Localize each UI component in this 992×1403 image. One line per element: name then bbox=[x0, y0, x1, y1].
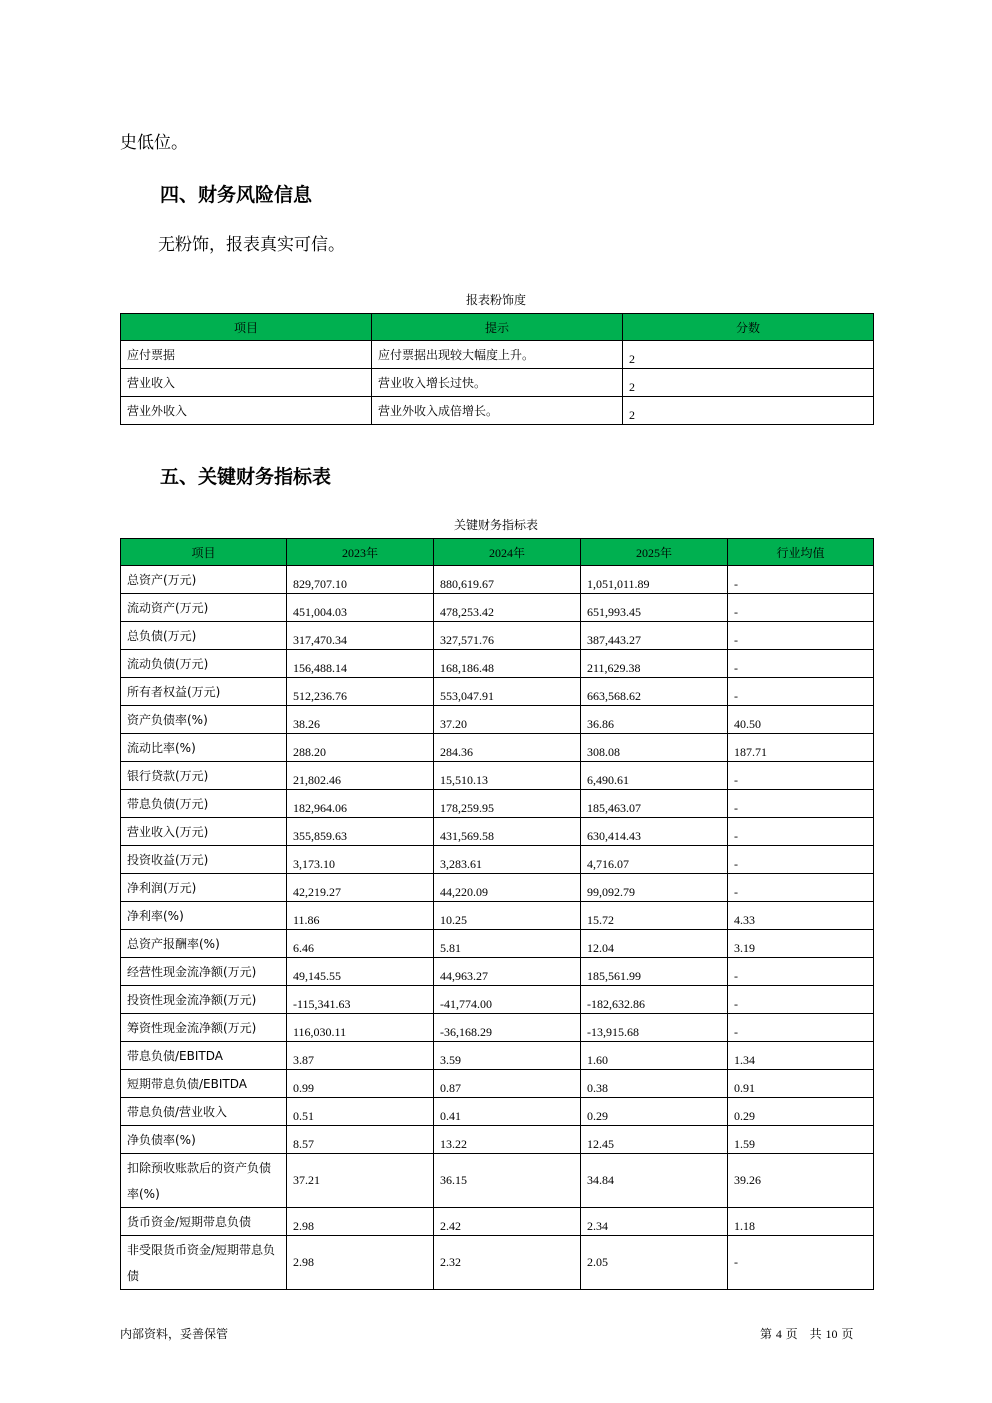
table1-cell: 2 bbox=[623, 341, 874, 369]
value-cell: 553,047.91 bbox=[434, 678, 581, 706]
row-label: 非受限货币资金/短期带息负债 bbox=[121, 1236, 287, 1290]
table-row bbox=[121, 1098, 874, 1126]
value-cell: 5.81 bbox=[434, 930, 581, 958]
table1-cell: 应付票据 bbox=[121, 341, 372, 369]
value-cell: 829,707.10 bbox=[287, 566, 434, 594]
row-label: 经营性现金流净额(万元) bbox=[121, 958, 287, 986]
row-label: 短期带息负债/EBITDA bbox=[121, 1070, 287, 1098]
value-cell: 512,236.76 bbox=[287, 678, 434, 706]
section4-text: 无粉饰，报表真实可信。 bbox=[158, 235, 345, 255]
table-row bbox=[121, 762, 874, 790]
table-row bbox=[121, 397, 874, 425]
row-label: 带息负债(万元) bbox=[121, 790, 287, 818]
key-financial-table bbox=[120, 538, 874, 1290]
value-cell: 387,443.27 bbox=[581, 622, 728, 650]
row-label: 带息负债/EBITDA bbox=[121, 1042, 287, 1070]
table-row bbox=[121, 1126, 874, 1154]
table-row bbox=[121, 930, 874, 958]
value-cell: 49,145.55 bbox=[287, 958, 434, 986]
value-cell: 168,186.48 bbox=[434, 650, 581, 678]
footer-confidential: 内部资料，妥善保管 bbox=[120, 1327, 229, 1341]
table2-header-row bbox=[121, 539, 874, 566]
row-label: 货币资金/短期带息负债 bbox=[121, 1208, 287, 1236]
table1-header: 分数 bbox=[623, 314, 874, 341]
row-label: 流动比率(%) bbox=[121, 734, 287, 762]
table-row bbox=[121, 706, 874, 734]
value-cell: 0.51 bbox=[287, 1098, 434, 1126]
table-row bbox=[121, 566, 874, 594]
value-cell: 355,859.63 bbox=[287, 818, 434, 846]
footer-page-number bbox=[760, 1325, 853, 1342]
value-cell: - bbox=[728, 874, 874, 902]
table1-header: 提示 bbox=[372, 314, 623, 341]
value-cell: -182,632.86 bbox=[581, 986, 728, 1014]
value-cell: 185,561.99 bbox=[581, 958, 728, 986]
row-label: 投资性现金流净额(万元) bbox=[121, 986, 287, 1014]
table1-cell: 2 bbox=[623, 369, 874, 397]
value-cell: 182,964.06 bbox=[287, 790, 434, 818]
value-cell: 4,716.07 bbox=[581, 846, 728, 874]
value-cell: 3.59 bbox=[434, 1042, 581, 1070]
table-row bbox=[121, 341, 874, 369]
table-row bbox=[121, 958, 874, 986]
page-mid: 页 共 bbox=[785, 1327, 822, 1341]
value-cell: 2.32 bbox=[434, 1236, 581, 1290]
row-label: 净负债率(%) bbox=[121, 1126, 287, 1154]
value-cell: 13.22 bbox=[434, 1126, 581, 1154]
table2-header: 项目 bbox=[121, 539, 287, 566]
value-cell: 2.98 bbox=[287, 1208, 434, 1236]
value-cell: - bbox=[728, 986, 874, 1014]
value-cell: 2.42 bbox=[434, 1208, 581, 1236]
table-row bbox=[121, 1070, 874, 1098]
value-cell: 317,470.34 bbox=[287, 622, 434, 650]
value-cell: 187.71 bbox=[728, 734, 874, 762]
page-total: 10 bbox=[825, 1327, 838, 1341]
table2-header: 2023年 bbox=[287, 539, 434, 566]
value-cell: 6.46 bbox=[287, 930, 434, 958]
value-cell: -41,774.00 bbox=[434, 986, 581, 1014]
value-cell: - bbox=[728, 566, 874, 594]
value-cell: 451,004.03 bbox=[287, 594, 434, 622]
value-cell: 12.45 bbox=[581, 1126, 728, 1154]
value-cell: 327,571.76 bbox=[434, 622, 581, 650]
value-cell: 37.20 bbox=[434, 706, 581, 734]
table-row bbox=[121, 818, 874, 846]
value-cell: 3.19 bbox=[728, 930, 874, 958]
table1-cell: 营业收入 bbox=[121, 369, 372, 397]
value-cell: - bbox=[728, 1236, 874, 1290]
value-cell: 4.33 bbox=[728, 902, 874, 930]
value-cell: 630,414.43 bbox=[581, 818, 728, 846]
page-prefix: 第 bbox=[760, 1327, 773, 1341]
table-row bbox=[121, 734, 874, 762]
value-cell: 36.86 bbox=[581, 706, 728, 734]
value-cell: 0.38 bbox=[581, 1070, 728, 1098]
value-cell: 2.34 bbox=[581, 1208, 728, 1236]
value-cell: 1.18 bbox=[728, 1208, 874, 1236]
value-cell: 8.57 bbox=[287, 1126, 434, 1154]
value-cell: - bbox=[728, 818, 874, 846]
table1-cell: 2 bbox=[623, 397, 874, 425]
row-label: 流动负债(万元) bbox=[121, 650, 287, 678]
value-cell: 11.86 bbox=[287, 902, 434, 930]
value-cell: 308.08 bbox=[581, 734, 728, 762]
table-row bbox=[121, 594, 874, 622]
row-label: 投资收益(万元) bbox=[121, 846, 287, 874]
table-row bbox=[121, 1208, 874, 1236]
row-label: 营业收入(万元) bbox=[121, 818, 287, 846]
table1-caption: 报表粉饰度 bbox=[465, 293, 526, 307]
row-label: 总负债(万元) bbox=[121, 622, 287, 650]
table-row bbox=[121, 1154, 874, 1208]
value-cell: 34.84 bbox=[581, 1154, 728, 1208]
row-label: 净利率(%) bbox=[121, 902, 287, 930]
value-cell: 0.41 bbox=[434, 1098, 581, 1126]
value-cell: 284.36 bbox=[434, 734, 581, 762]
table1-header-row bbox=[121, 314, 874, 341]
value-cell: 36.15 bbox=[434, 1154, 581, 1208]
value-cell: -36,168.29 bbox=[434, 1014, 581, 1042]
table-row bbox=[121, 678, 874, 706]
page-suffix: 页 bbox=[841, 1327, 854, 1341]
value-cell: 651,993.45 bbox=[581, 594, 728, 622]
value-cell: 6,490.61 bbox=[581, 762, 728, 790]
value-cell: 185,463.07 bbox=[581, 790, 728, 818]
row-label: 带息负债/营业收入 bbox=[121, 1098, 287, 1126]
value-cell: - bbox=[728, 594, 874, 622]
row-label: 筹资性现金流净额(万元) bbox=[121, 1014, 287, 1042]
value-cell: 1.60 bbox=[581, 1042, 728, 1070]
row-label: 净利润(万元) bbox=[121, 874, 287, 902]
value-cell: 2.05 bbox=[581, 1236, 728, 1290]
section5-heading: 五、关键财务指标表 bbox=[160, 466, 332, 488]
table2-header: 2025年 bbox=[581, 539, 728, 566]
value-cell: 44,963.27 bbox=[434, 958, 581, 986]
row-label: 扣除预收账款后的资产负债率(%) bbox=[121, 1154, 287, 1208]
value-cell: 15,510.13 bbox=[434, 762, 581, 790]
table1-cell: 营业收入增长过快。 bbox=[372, 369, 623, 397]
value-cell: 288.20 bbox=[287, 734, 434, 762]
value-cell: 431,569.58 bbox=[434, 818, 581, 846]
value-cell: 0.29 bbox=[728, 1098, 874, 1126]
value-cell: - bbox=[728, 762, 874, 790]
value-cell: 880,619.67 bbox=[434, 566, 581, 594]
value-cell: 1.59 bbox=[728, 1126, 874, 1154]
value-cell: 663,568.62 bbox=[581, 678, 728, 706]
row-label: 所有者权益(万元) bbox=[121, 678, 287, 706]
value-cell: 44,220.09 bbox=[434, 874, 581, 902]
value-cell: - bbox=[728, 790, 874, 818]
value-cell: 1.34 bbox=[728, 1042, 874, 1070]
table-row bbox=[121, 874, 874, 902]
row-label: 银行贷款(万元) bbox=[121, 762, 287, 790]
table-row bbox=[121, 650, 874, 678]
row-label: 流动资产(万元) bbox=[121, 594, 287, 622]
value-cell: - bbox=[728, 1014, 874, 1042]
page-num: 4 bbox=[775, 1327, 782, 1341]
value-cell: 116,030.11 bbox=[287, 1014, 434, 1042]
value-cell: 0.87 bbox=[434, 1070, 581, 1098]
table1-cell: 应付票据出现较大幅度上升。 bbox=[372, 341, 623, 369]
value-cell: 2.98 bbox=[287, 1236, 434, 1290]
value-cell: 178,259.95 bbox=[434, 790, 581, 818]
row-label: 总资产报酬率(%) bbox=[121, 930, 287, 958]
value-cell: 21,802.46 bbox=[287, 762, 434, 790]
value-cell: 12.04 bbox=[581, 930, 728, 958]
value-cell: 478,253.42 bbox=[434, 594, 581, 622]
table1-header: 项目 bbox=[121, 314, 372, 341]
value-cell: - bbox=[728, 650, 874, 678]
value-cell: 0.99 bbox=[287, 1070, 434, 1098]
table-row bbox=[121, 369, 874, 397]
table-row bbox=[121, 986, 874, 1014]
table-row bbox=[121, 1014, 874, 1042]
value-cell: -115,341.63 bbox=[287, 986, 434, 1014]
value-cell: 3,173.10 bbox=[287, 846, 434, 874]
value-cell: 3,283.61 bbox=[434, 846, 581, 874]
row-label: 资产负债率(%) bbox=[121, 706, 287, 734]
value-cell: 99,092.79 bbox=[581, 874, 728, 902]
value-cell: 42,219.27 bbox=[287, 874, 434, 902]
value-cell: 211,629.38 bbox=[581, 650, 728, 678]
value-cell: 10.25 bbox=[434, 902, 581, 930]
value-cell: 156,488.14 bbox=[287, 650, 434, 678]
value-cell: 0.29 bbox=[581, 1098, 728, 1126]
value-cell: 39.26 bbox=[728, 1154, 874, 1208]
table-row bbox=[121, 902, 874, 930]
table-row bbox=[121, 1042, 874, 1070]
value-cell: - bbox=[728, 622, 874, 650]
table2-header: 行业均值 bbox=[728, 539, 874, 566]
value-cell: 40.50 bbox=[728, 706, 874, 734]
table2-header: 2024年 bbox=[434, 539, 581, 566]
value-cell: 37.21 bbox=[287, 1154, 434, 1208]
table1-cell: 营业外收入成倍增长。 bbox=[372, 397, 623, 425]
table-row bbox=[121, 622, 874, 650]
table-row bbox=[121, 790, 874, 818]
value-cell: 3.87 bbox=[287, 1042, 434, 1070]
value-cell: - bbox=[728, 678, 874, 706]
value-cell: 1,051,011.89 bbox=[581, 566, 728, 594]
whitewash-table bbox=[120, 313, 874, 425]
section4-heading: 四、财务风险信息 bbox=[160, 184, 313, 206]
value-cell: -13,915.68 bbox=[581, 1014, 728, 1042]
value-cell: 15.72 bbox=[581, 902, 728, 930]
table-row bbox=[121, 846, 874, 874]
table2-caption: 关键财务指标表 bbox=[453, 518, 538, 532]
value-cell: - bbox=[728, 958, 874, 986]
table-row bbox=[121, 1236, 874, 1290]
value-cell: 0.91 bbox=[728, 1070, 874, 1098]
table1-cell: 营业外收入 bbox=[121, 397, 372, 425]
continuation-text: 史低位。 bbox=[120, 133, 188, 153]
row-label: 总资产(万元) bbox=[121, 566, 287, 594]
value-cell: 38.26 bbox=[287, 706, 434, 734]
value-cell: - bbox=[728, 846, 874, 874]
